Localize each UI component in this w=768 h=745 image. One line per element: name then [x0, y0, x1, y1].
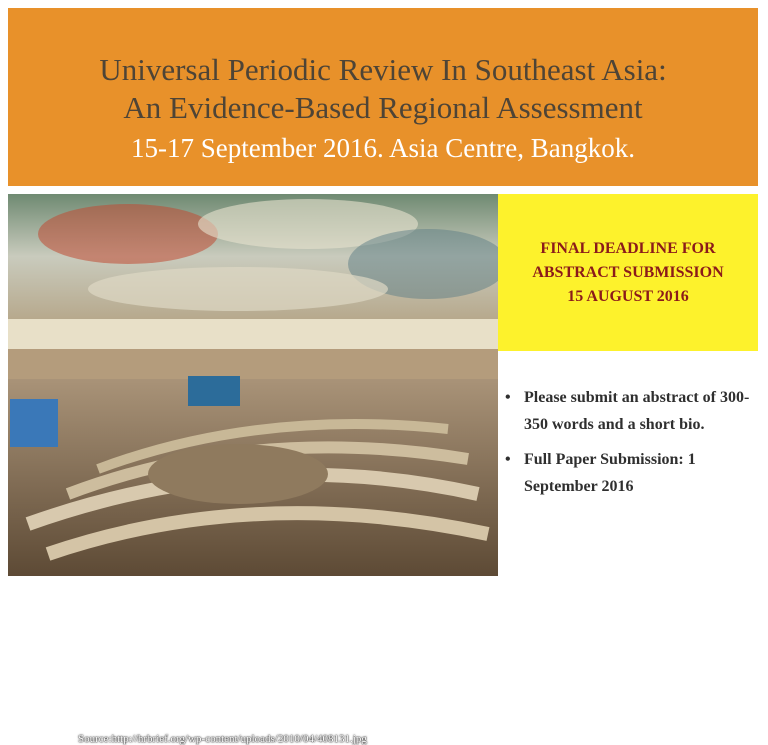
photo-source-credit: Source:http://hrbrief.org/wp-content/uploads/2010/04/408131.jpg [78, 733, 367, 745]
assembly-hall-photo [8, 194, 498, 745]
deadline-line-2: ABSTRACT SUBMISSION [532, 263, 724, 281]
list-item [503, 446, 758, 500]
deadline-line-1: FINAL DEADLINE FOR [540, 239, 716, 257]
list-item [503, 384, 758, 438]
header-banner [8, 8, 758, 186]
bullet-text: Please submit an abstract of 300-350 words and a short bio. [524, 389, 750, 433]
event-title-line-1: Universal Periodic Review In Southeast Asia: [99, 52, 667, 87]
event-date-venue: 15-17 September 2016. Asia Centre, Bangkok. [131, 133, 635, 163]
bullet-icon: • [505, 389, 511, 406]
event-title-line-2: An Evidence-Based Regional Assessment [123, 90, 643, 125]
assembly-hall-illustration [8, 194, 498, 576]
deadline-date: 15 AUGUST 2016 [567, 287, 689, 305]
bullet-icon: • [505, 451, 511, 468]
bullet-text: Full Paper Submission: 1 September 2016 [524, 451, 696, 495]
submission-info-list [503, 384, 758, 508]
deadline-box [498, 194, 758, 351]
